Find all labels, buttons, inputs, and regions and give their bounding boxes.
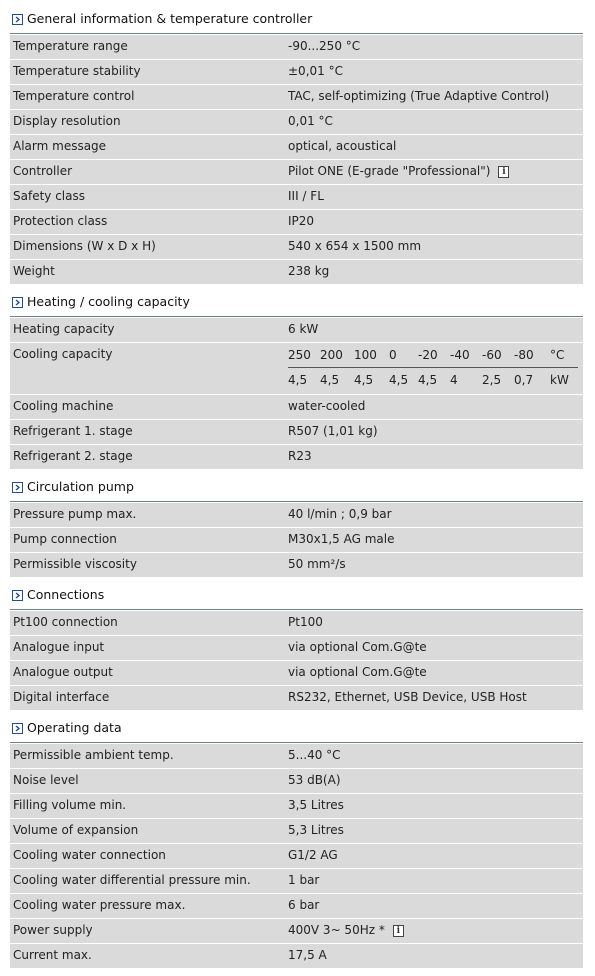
spec-label: Temperature control bbox=[13, 89, 135, 103]
spec-value: 400V 3~ 50Hz * bbox=[288, 923, 385, 937]
spec-label: Cooling water connection bbox=[13, 848, 166, 862]
expand-arrow-icon[interactable] bbox=[12, 590, 23, 601]
spec-row bbox=[10, 894, 583, 918]
spec-label: Filling volume min. bbox=[13, 798, 127, 812]
spec-value: R23 bbox=[288, 449, 312, 463]
spec-value: Pt100 bbox=[288, 615, 323, 629]
spec-value: 5...40 °C bbox=[288, 748, 341, 762]
spec-row bbox=[10, 869, 583, 893]
section-circulation-pump bbox=[10, 476, 583, 577]
spec-value: -90...250 °C bbox=[288, 39, 361, 53]
spec-row bbox=[10, 135, 583, 159]
spec-label: Protection class bbox=[13, 214, 108, 228]
cooling-temperature-cell: -20 bbox=[418, 348, 438, 362]
spec-label: Volume of expansion bbox=[13, 823, 139, 837]
section-connections bbox=[10, 584, 583, 710]
cooling-table-divider bbox=[288, 367, 578, 368]
spec-value: R507 (1,01 kg) bbox=[288, 424, 378, 438]
info-icon[interactable]: i bbox=[393, 925, 404, 937]
spec-value: 53 dB(A) bbox=[288, 773, 341, 787]
spec-label: Permissible ambient temp. bbox=[13, 748, 174, 762]
section-heating-cooling bbox=[10, 291, 583, 469]
cooling-capacity-cell: 0,7 bbox=[514, 373, 534, 387]
spec-value: 5,3 Litres bbox=[288, 823, 344, 837]
spec-row bbox=[10, 160, 583, 184]
spec-row bbox=[10, 85, 583, 109]
cooling-temperature-cell: °C bbox=[550, 348, 565, 362]
spec-value: water-cooled bbox=[288, 399, 366, 413]
cooling-temperature-cell: -80 bbox=[514, 348, 534, 362]
info-icon[interactable]: i bbox=[498, 166, 509, 178]
spec-value: III / FL bbox=[288, 189, 324, 203]
expand-arrow-icon[interactable] bbox=[12, 297, 23, 308]
cooling-capacity-table bbox=[285, 343, 583, 394]
cooling-capacity-cell: 4,5 bbox=[288, 373, 308, 387]
spec-value: 3,5 Litres bbox=[288, 798, 344, 812]
spec-row bbox=[10, 686, 583, 710]
spec-row bbox=[10, 744, 583, 768]
spec-value: 1 bar bbox=[288, 873, 320, 887]
spec-row bbox=[10, 395, 583, 419]
spec-value: IP20 bbox=[288, 214, 315, 228]
spec-label: Analogue output bbox=[13, 665, 113, 679]
spec-label: Noise level bbox=[13, 773, 79, 787]
cooling-temperature-cell: 100 bbox=[354, 348, 377, 362]
spec-row bbox=[10, 235, 583, 259]
cooling-temperature-cell: 0 bbox=[389, 348, 397, 362]
spec-row bbox=[10, 769, 583, 793]
spec-label: Pressure pump max. bbox=[13, 507, 137, 521]
spec-row bbox=[10, 919, 583, 943]
cooling-capacity-grid bbox=[288, 343, 578, 394]
spec-row bbox=[10, 60, 583, 84]
spec-label: Heating capacity bbox=[13, 322, 115, 336]
spec-value: 6 kW bbox=[288, 322, 319, 336]
spec-label: Cooling water differential pressure min. bbox=[13, 873, 251, 887]
cooling-temperature-cell: -40 bbox=[450, 348, 470, 362]
spec-row bbox=[10, 503, 583, 527]
spec-value: 40 l/min ; 0,9 bar bbox=[288, 507, 392, 521]
spec-value: 540 x 654 x 1500 mm bbox=[288, 239, 422, 253]
spec-label: Analogue input bbox=[13, 640, 105, 654]
spec-row bbox=[10, 210, 583, 234]
spec-row bbox=[10, 553, 583, 577]
spec-label: Digital interface bbox=[13, 690, 110, 704]
spec-row bbox=[10, 844, 583, 868]
cooling-temperature-cell: -60 bbox=[482, 348, 502, 362]
expand-arrow-icon[interactable] bbox=[12, 723, 23, 734]
section-header[interactable] bbox=[10, 476, 583, 502]
cooling-capacity-cell: kW bbox=[550, 373, 569, 387]
section-header[interactable] bbox=[10, 291, 583, 317]
cooling-temperature-cell: 200 bbox=[320, 348, 343, 362]
spec-label: Dimensions (W x D x H) bbox=[13, 239, 156, 253]
spec-value: optical, acoustical bbox=[288, 139, 397, 153]
spec-value: 50 mm²/s bbox=[288, 557, 346, 571]
spec-value: TAC, self-optimizing (True Adaptive Control) bbox=[288, 89, 550, 103]
spec-label: Cooling water pressure max. bbox=[13, 898, 186, 912]
section-title: Circulation pump bbox=[27, 479, 134, 494]
spec-label: Cooling machine bbox=[13, 399, 114, 413]
spec-row bbox=[10, 528, 583, 552]
spec-value: 0,01 °C bbox=[288, 114, 333, 128]
spec-value: RS232, Ethernet, USB Device, USB Host bbox=[288, 690, 527, 704]
section-title: Operating data bbox=[27, 720, 122, 735]
spec-label: Refrigerant 1. stage bbox=[13, 424, 133, 438]
section-general-information bbox=[10, 8, 583, 284]
spec-row bbox=[10, 445, 583, 469]
spec-label: Display resolution bbox=[13, 114, 121, 128]
cooling-capacity-cell: 4,5 bbox=[354, 373, 374, 387]
spec-label: Controller bbox=[13, 164, 73, 178]
section-title: Connections bbox=[27, 587, 105, 602]
expand-arrow-icon[interactable] bbox=[12, 482, 23, 493]
section-header[interactable] bbox=[10, 584, 583, 610]
expand-arrow-icon[interactable] bbox=[12, 14, 23, 25]
spec-value: G1/2 AG bbox=[288, 848, 338, 862]
cooling-capacity-cell: 2,5 bbox=[482, 373, 502, 387]
cooling-temperature-cell: 250 bbox=[288, 348, 311, 362]
cooling-capacity-cell: 4,5 bbox=[320, 373, 340, 387]
spec-row bbox=[10, 636, 583, 660]
spec-label: Cooling capacity bbox=[13, 347, 113, 361]
spec-row bbox=[10, 35, 583, 59]
spec-row bbox=[10, 318, 583, 342]
spec-value: 17,5 A bbox=[288, 948, 327, 962]
spec-label: Weight bbox=[13, 264, 55, 278]
spec-value: ±0,01 °C bbox=[288, 64, 343, 78]
section-title: Heating / cooling capacity bbox=[27, 294, 190, 309]
spec-row bbox=[10, 661, 583, 685]
section-title: General information & temperature controller bbox=[27, 11, 313, 26]
spec-label: Temperature stability bbox=[13, 64, 141, 78]
spec-row bbox=[10, 944, 583, 968]
cooling-capacity-cell: 4 bbox=[450, 373, 458, 387]
section-header[interactable] bbox=[10, 717, 583, 743]
section-header[interactable] bbox=[10, 8, 583, 34]
spec-label: Permissible viscosity bbox=[13, 557, 137, 571]
spec-value: Pilot ONE (E-grade "Professional") bbox=[288, 164, 491, 178]
spec-value: via optional Com.G@te bbox=[288, 665, 427, 679]
spec-value: via optional Com.G@te bbox=[288, 640, 427, 654]
spec-row bbox=[10, 260, 583, 284]
spec-label: Alarm message bbox=[13, 139, 107, 153]
spec-value-cell bbox=[285, 919, 583, 943]
section-operating-data bbox=[10, 717, 583, 968]
spec-value: M30x1,5 AG male bbox=[288, 532, 395, 546]
spec-row bbox=[10, 794, 583, 818]
spec-label: Power supply bbox=[13, 923, 93, 937]
spec-row bbox=[10, 185, 583, 209]
spec-row bbox=[10, 420, 583, 444]
spec-value: 238 kg bbox=[288, 264, 330, 278]
cooling-capacity-cell: 4,5 bbox=[418, 373, 438, 387]
spec-label: Pump connection bbox=[13, 532, 117, 546]
cooling-capacity-cell: 4,5 bbox=[389, 373, 409, 387]
spec-label: Temperature range bbox=[13, 39, 128, 53]
spec-label: Safety class bbox=[13, 189, 85, 203]
spec-row bbox=[10, 611, 583, 635]
spec-row bbox=[10, 819, 583, 843]
spec-value-cell bbox=[285, 160, 583, 184]
spec-row bbox=[10, 110, 583, 134]
spec-label: Current max. bbox=[13, 948, 92, 962]
spec-row-cooling-capacity bbox=[10, 343, 583, 394]
spec-label: Refrigerant 2. stage bbox=[13, 449, 133, 463]
spec-value: 6 bar bbox=[288, 898, 320, 912]
spec-label: Pt100 connection bbox=[13, 615, 118, 629]
